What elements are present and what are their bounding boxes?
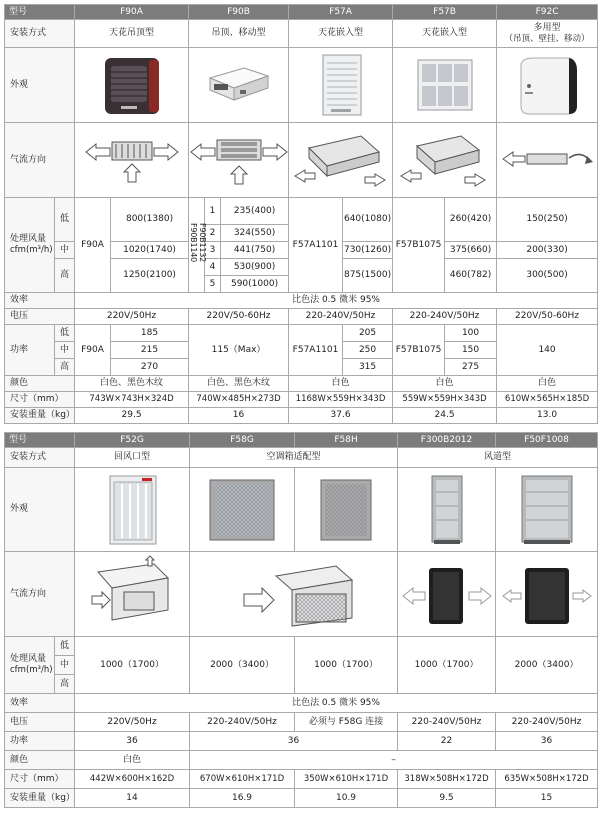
voltage-label: 电压	[5, 309, 75, 325]
power-label-2: 功率	[5, 732, 75, 751]
image-f90b	[189, 48, 289, 123]
cfm-f57b-code: F57B1075	[393, 198, 445, 293]
airflow-f58-diagram	[224, 556, 364, 632]
airflow-f92c	[497, 123, 598, 198]
size-label: 尺寸（mm）	[5, 392, 75, 408]
model-f58g: F58G	[190, 433, 295, 448]
power-f57b-mid: 150	[445, 342, 497, 359]
level-mid-2: 中	[55, 656, 75, 675]
voltage-f57a: 220-240V/50Hz	[289, 309, 393, 325]
image-f57b	[393, 48, 497, 123]
install-f92c	[497, 20, 598, 48]
image-f52g	[75, 468, 190, 552]
efficiency-row	[5, 293, 598, 309]
cfm-label-2	[5, 637, 55, 694]
spec-table-top	[4, 4, 598, 424]
unit-f58g-photo	[204, 474, 280, 546]
airflow-f90a	[75, 123, 189, 198]
install-f90a: 天花吊顶型	[75, 20, 189, 48]
color-row-2	[5, 751, 598, 770]
voltage-label-2: 电压	[5, 713, 75, 732]
power-f57b-code: F57B1075	[393, 325, 445, 376]
airflow-f57a-diagram	[291, 130, 391, 190]
cfm-f50f1008: 2000（3400）	[496, 637, 598, 694]
cfm-f57b-low: 260(420)	[445, 198, 497, 242]
cfm-f90b-5: 590(1000)	[221, 276, 289, 293]
efficiency-value-2: 比色法 0.5 微米 95%	[75, 694, 598, 713]
model-f57b: F57B	[393, 5, 497, 20]
cfm-f90b-codes-text: F90B1132 F90B1140	[189, 223, 208, 263]
size-f57b: 559W×559H×343D	[393, 392, 497, 408]
image-f300b2012	[398, 468, 496, 552]
cfm-f58g: 2000（3400）	[190, 637, 295, 694]
header-row	[5, 5, 598, 20]
cfm-f92c-low: 150(250)	[497, 198, 598, 242]
voltage-f90a: 220V/50Hz	[75, 309, 189, 325]
cfm-f90a-high: 1250(2100)	[111, 259, 189, 293]
power-f57a-code: F57A1101	[289, 325, 343, 376]
power-f57b-low: 100	[445, 325, 497, 342]
power-f57a-high: 315	[343, 359, 393, 376]
weight-row-2	[5, 789, 598, 808]
airflow-f57b	[393, 123, 497, 198]
install-f92c-line1: 多用型	[533, 22, 561, 33]
unit-f57a-photo	[311, 51, 371, 119]
power-row-2	[5, 732, 598, 751]
model-f58h: F58H	[295, 433, 398, 448]
image-f90a	[75, 48, 189, 123]
weight-f58g: 16.9	[190, 789, 295, 808]
color-label: 颜色	[5, 376, 75, 392]
install-label-2: 安装方式	[5, 448, 75, 468]
weight-f90a: 29.5	[75, 408, 189, 424]
appearance-label-2: 外观	[5, 468, 75, 552]
airflow-row	[5, 123, 598, 198]
model-f300b2012: F300B2012	[398, 433, 496, 448]
voltage-f300b2012: 220-240V/50Hz	[398, 713, 496, 732]
voltage-f52g: 220V/50Hz	[75, 713, 190, 732]
cfm-f57b-mid: 375(660)	[445, 242, 497, 259]
efficiency-label-2: 效率	[5, 694, 75, 713]
airflow-f58	[190, 552, 398, 637]
install-f52g: 回风口型	[75, 448, 190, 468]
cfm-row-low	[5, 198, 598, 225]
model-f50f1008: F50F1008	[496, 433, 598, 448]
power-f90a-low: 185	[111, 325, 189, 342]
airflow-f52g	[75, 552, 190, 637]
size-row	[5, 392, 598, 408]
unit-f58h-photo	[315, 474, 377, 546]
airflow-f300b2012-diagram	[399, 556, 495, 632]
cfm-f90b-idx-4: 4	[205, 259, 221, 276]
power-label: 功率	[5, 325, 55, 376]
power-f52g: 36	[75, 732, 190, 751]
cfm-f90b-codes	[189, 198, 208, 293]
cfm-f52g: 1000（1700）	[75, 637, 190, 694]
power-f90b: 115（Max）	[189, 325, 289, 376]
size-f50f1008: 635W×508H×172D	[496, 770, 598, 789]
unit-f52g-photo	[102, 472, 162, 548]
appearance-row-2	[5, 468, 598, 552]
color-f90b: 白色、黑色木纹	[189, 376, 289, 392]
model-f52g: F52G	[75, 433, 190, 448]
cfm2-row-low	[5, 637, 598, 656]
size-f58h: 350W×610H×171D	[295, 770, 398, 789]
size-f58g: 670W×610H×171D	[190, 770, 295, 789]
weight-f92c: 13.0	[497, 408, 598, 424]
color-f57a: 白色	[289, 376, 393, 392]
model-label-2: 型号	[5, 433, 75, 448]
cfm-f57a-code: F57A1101	[289, 198, 343, 293]
cfm-f90b-2: 324(550)	[221, 225, 289, 242]
power-row-low	[5, 325, 598, 342]
weight-f52g: 14	[75, 789, 190, 808]
voltage-f90b: 220V/50-60Hz	[189, 309, 289, 325]
voltage-row	[5, 309, 598, 325]
efficiency-row-2	[5, 694, 598, 713]
unit-f57b-photo	[410, 54, 480, 116]
airflow-f90b	[189, 123, 289, 198]
image-f92c	[497, 48, 598, 123]
install-f57b: 天花嵌入型	[393, 20, 497, 48]
color-label-2: 颜色	[5, 751, 75, 770]
size-f90a: 743W×743H×324D	[75, 392, 189, 408]
install-f58: 空调箱适配型	[190, 448, 398, 468]
weight-label-2: 安装重量（kg）	[5, 789, 75, 808]
size-f52g: 442W×600H×162D	[75, 770, 190, 789]
weight-label: 安装重量（kg）	[5, 408, 75, 424]
airflow-f90b-diagram	[189, 132, 289, 188]
image-f58g	[190, 468, 295, 552]
efficiency-label: 效率	[5, 293, 75, 309]
cfm-f90a-code: F90A	[75, 198, 111, 293]
power-f57a-mid: 250	[343, 342, 393, 359]
airflow-f90a-diagram	[82, 132, 182, 188]
install-duct: 风道型	[398, 448, 598, 468]
size-f300b2012: 318W×508H×172D	[398, 770, 496, 789]
airflow-row-2	[5, 552, 598, 637]
install-f57a: 天花嵌入型	[289, 20, 393, 48]
level-mid: 中	[55, 242, 75, 259]
airflow-label-2: 气流方向	[5, 552, 75, 637]
cfm-label-2-line1: 处理风量	[10, 654, 47, 664]
color-f90a: 白色、黑色木纹	[75, 376, 189, 392]
size-f92c: 610W×565H×185D	[497, 392, 598, 408]
cfm-label-line1: 处理风量	[10, 234, 47, 244]
image-f50f1008	[496, 468, 598, 552]
power-f50f1008: 36	[496, 732, 598, 751]
install-f90b: 吊顶、移动型	[189, 20, 289, 48]
power-level-mid: 中	[55, 342, 75, 359]
level-high-2: 高	[55, 675, 75, 694]
install-row	[5, 20, 598, 48]
cfm-f57a-low: 640(1080)	[343, 198, 393, 242]
power-f300b2012: 22	[398, 732, 496, 751]
cfm-f90b-4: 530(900)	[221, 259, 289, 276]
cfm-f90b-3: 441(750)	[221, 242, 289, 259]
image-f57a	[289, 48, 393, 123]
airflow-f92c-diagram	[499, 140, 595, 180]
size-row-2	[5, 770, 598, 789]
cfm-f90b-idx-1: 1	[205, 198, 221, 225]
airflow-label: 气流方向	[5, 123, 75, 198]
cfm-f90b-1: 235(400)	[221, 198, 289, 225]
cfm-f57a-mid: 730(1260)	[343, 242, 393, 259]
weight-row	[5, 408, 598, 424]
voltage-f58h: 必须与 F58G 连接	[295, 713, 398, 732]
model-label: 型号	[5, 5, 75, 20]
airflow-f57b-diagram	[395, 130, 495, 190]
power-f57a-low: 205	[343, 325, 393, 342]
model-f57a: F57A	[289, 5, 393, 20]
level-low-2: 低	[55, 637, 75, 656]
level-high: 高	[55, 259, 75, 293]
weight-f300b2012: 9.5	[398, 789, 496, 808]
color-row	[5, 376, 598, 392]
weight-f58h: 10.9	[295, 789, 398, 808]
cfm-f90a-low: 800(1380)	[111, 198, 189, 242]
install-f92c-line2: （吊顶、壁挂、移动）	[504, 33, 590, 44]
size-f57a: 1168W×559H×343D	[289, 392, 393, 408]
weight-f57b: 24.5	[393, 408, 497, 424]
color-f57b: 白色	[393, 376, 497, 392]
voltage-f92c: 220V/50-60Hz	[497, 309, 598, 325]
power-f90a-code: F90A	[75, 325, 111, 376]
appearance-label: 外观	[5, 48, 75, 123]
power-f58: 36	[190, 732, 398, 751]
weight-f57a: 37.6	[289, 408, 393, 424]
header-row-2	[5, 433, 598, 448]
power-f57b-high: 275	[445, 359, 497, 376]
install-label: 安装方式	[5, 20, 75, 48]
model-f90b: F90B	[189, 5, 289, 20]
voltage-row-2	[5, 713, 598, 732]
cfm-f92c-mid: 200(330)	[497, 242, 598, 259]
voltage-f50f1008: 220-240V/50Hz	[496, 713, 598, 732]
efficiency-value: 比色法 0.5 微米 95%	[75, 293, 598, 309]
airflow-f52g-diagram	[84, 556, 180, 632]
unit-f90a-photo	[97, 52, 167, 118]
color-others: –	[190, 751, 598, 770]
cfm-f57a-high: 875(1500)	[343, 259, 393, 293]
spec-table-bottom	[4, 432, 598, 808]
cfm-label-2-line2: cfm(m³/h)	[10, 665, 53, 675]
unit-f300b2012-photo	[420, 472, 474, 548]
install-row-2	[5, 448, 598, 468]
size-f90b: 740W×485H×273D	[189, 392, 289, 408]
unit-f92c-photo	[507, 52, 587, 118]
cfm-f92c-high: 300(500)	[497, 259, 598, 293]
appearance-row	[5, 48, 598, 123]
cfm-f90b-idx-5: 5	[205, 276, 221, 293]
power-f92c: 140	[497, 325, 598, 376]
power-level-high: 高	[55, 359, 75, 376]
unit-f50f1008-photo	[512, 472, 582, 548]
airflow-f300b2012	[398, 552, 496, 637]
cfm-f90a-mid: 1020(1740)	[111, 242, 189, 259]
voltage-f58g: 220-240V/50Hz	[190, 713, 295, 732]
power-f90a-mid: 215	[111, 342, 189, 359]
cfm-f90b-idx-2: 2	[205, 225, 221, 242]
image-f58h	[295, 468, 398, 552]
model-f92c: F92C	[497, 5, 598, 20]
level-low: 低	[55, 198, 75, 242]
unit-f90b-photo	[204, 60, 274, 110]
cfm-f58h: 1000（1700）	[295, 637, 398, 694]
airflow-f57a	[289, 123, 393, 198]
cfm-f300b2012: 1000（1700）	[398, 637, 496, 694]
cfm-f57b-high: 460(782)	[445, 259, 497, 293]
color-f52g: 白色	[75, 751, 190, 770]
airflow-f50f1008	[496, 552, 598, 637]
airflow-f50f1008-diagram	[499, 556, 595, 632]
weight-f50f1008: 15	[496, 789, 598, 808]
cfm-label	[5, 198, 55, 293]
size-label-2: 尺寸（mm）	[5, 770, 75, 789]
voltage-f57b: 220-240V/50Hz	[393, 309, 497, 325]
weight-f90b: 16	[189, 408, 289, 424]
power-f90a-high: 270	[111, 359, 189, 376]
power-level-low: 低	[55, 325, 75, 342]
cfm-f90b-idx-3: 3	[205, 242, 221, 259]
model-f90a: F90A	[75, 5, 189, 20]
color-f92c: 白色	[497, 376, 598, 392]
cfm-label-line2: cfm(m³/h)	[10, 245, 53, 255]
